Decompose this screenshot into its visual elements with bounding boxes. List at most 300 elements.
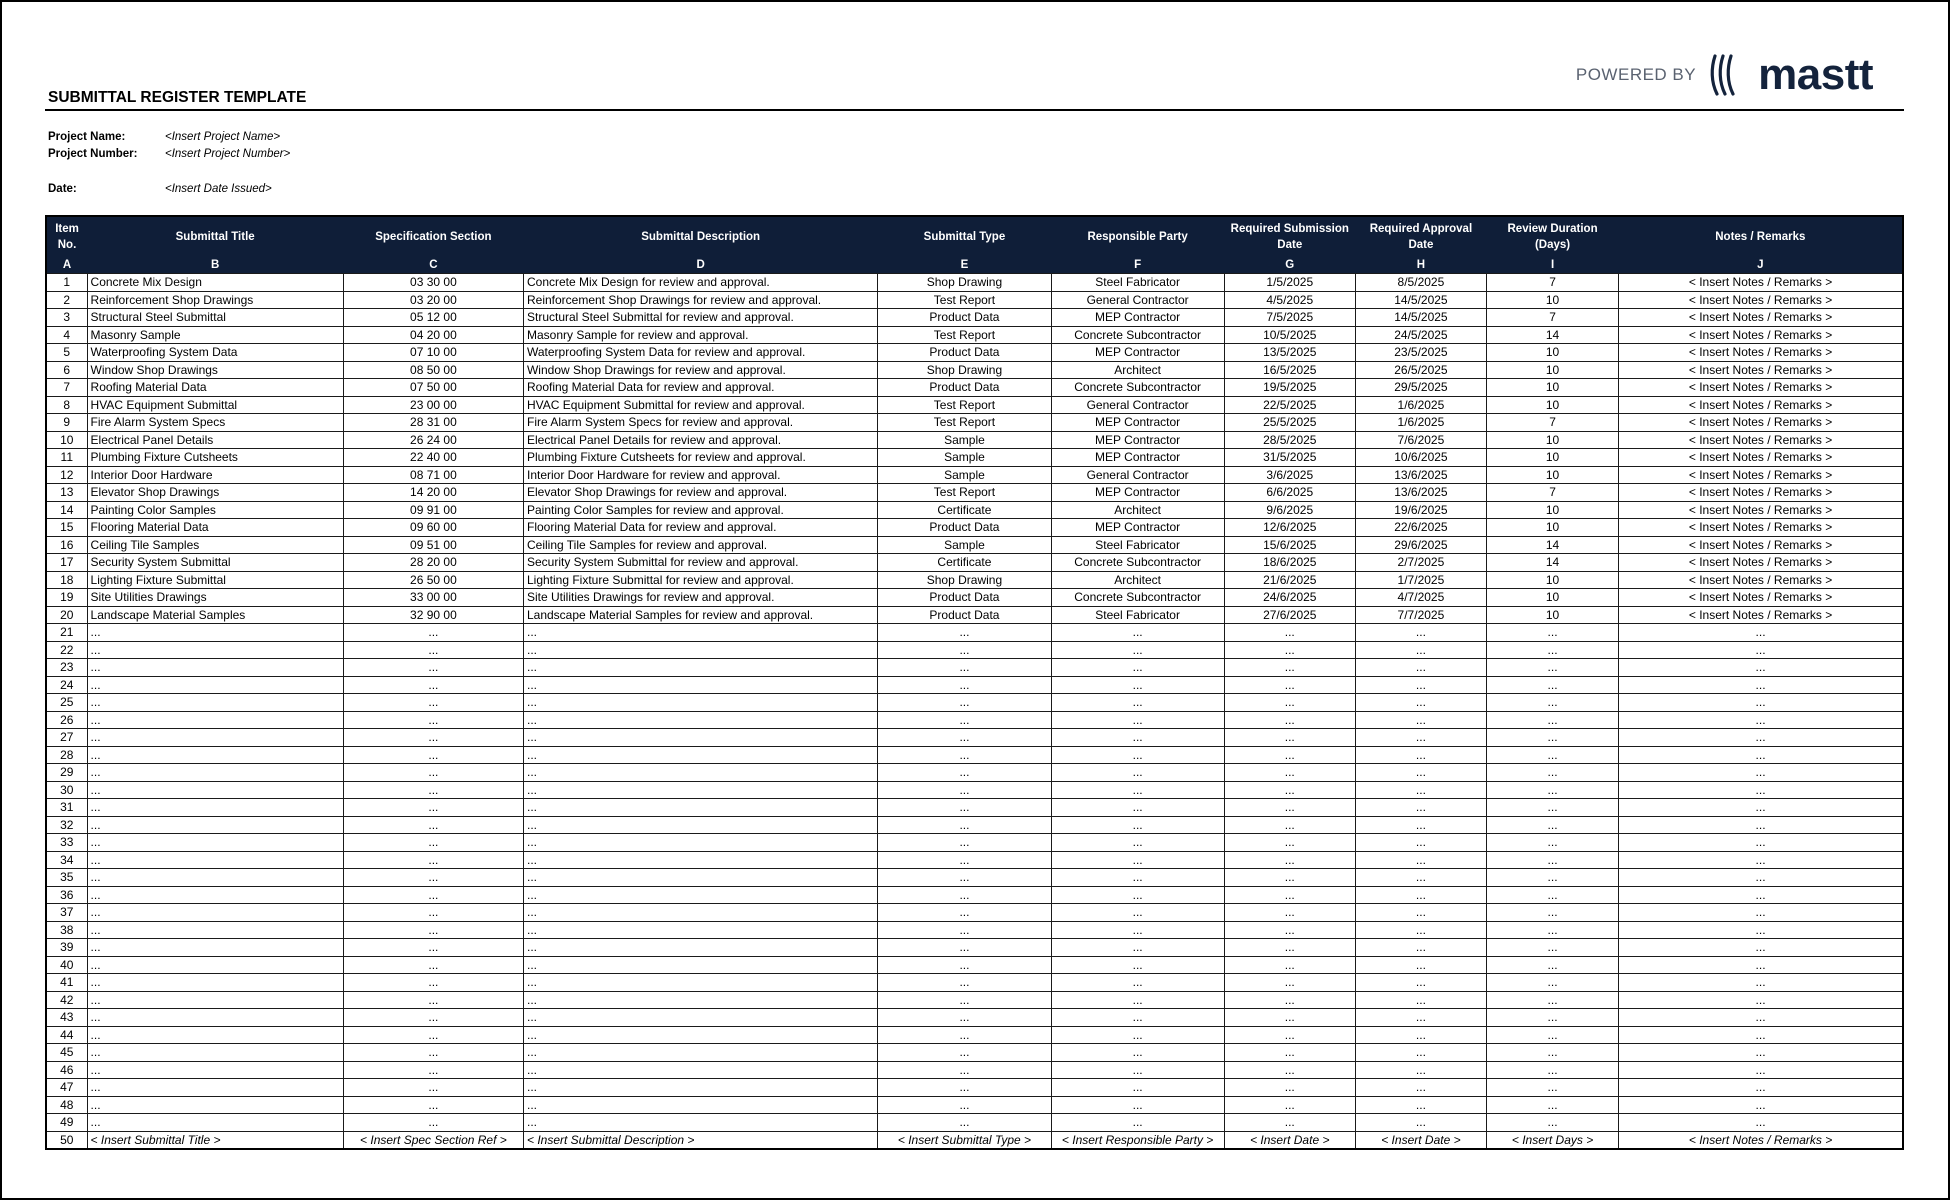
party-cell[interactable]: General Contractor <box>1051 291 1224 309</box>
notes-cell[interactable]: ... <box>1619 624 1903 642</box>
item-no-cell[interactable]: 8 <box>46 396 87 414</box>
item-no-cell[interactable]: 9 <box>46 414 87 432</box>
submission-date-cell[interactable]: ... <box>1224 851 1355 869</box>
party-cell[interactable]: Concrete Subcontractor <box>1051 589 1224 607</box>
description-cell[interactable]: ... <box>523 816 877 834</box>
submission-date-cell[interactable]: < Insert Date > <box>1224 1131 1355 1149</box>
spec-section-cell[interactable]: ... <box>343 1114 523 1132</box>
submittal-title-cell[interactable]: ... <box>87 904 343 922</box>
type-cell[interactable]: Test Report <box>878 396 1051 414</box>
type-cell[interactable]: ... <box>878 886 1051 904</box>
party-cell[interactable]: ... <box>1051 851 1224 869</box>
type-cell[interactable]: ... <box>878 974 1051 992</box>
description-cell[interactable]: ... <box>523 1114 877 1132</box>
item-no-cell[interactable]: 30 <box>46 781 87 799</box>
approval-date-cell[interactable]: ... <box>1355 694 1486 712</box>
type-cell[interactable]: Test Report <box>878 414 1051 432</box>
description-cell[interactable]: Fire Alarm System Specs for review and approval. <box>523 414 877 432</box>
duration-cell[interactable]: 10 <box>1486 379 1618 397</box>
submittal-title-cell[interactable]: ... <box>87 974 343 992</box>
spec-section-cell[interactable]: ... <box>343 834 523 852</box>
spec-section-cell[interactable]: 03 30 00 <box>343 274 523 292</box>
type-cell[interactable]: Certificate <box>878 554 1051 572</box>
spec-section-cell[interactable]: 32 90 00 <box>343 606 523 624</box>
item-no-cell[interactable]: 47 <box>46 1079 87 1097</box>
type-cell[interactable]: ... <box>878 921 1051 939</box>
spec-section-cell[interactable]: ... <box>343 764 523 782</box>
spec-section-cell[interactable]: ... <box>343 1079 523 1097</box>
description-cell[interactable]: < Insert Submittal Description > <box>523 1131 877 1149</box>
spec-section-cell[interactable]: 26 50 00 <box>343 571 523 589</box>
spec-section-cell[interactable]: ... <box>343 711 523 729</box>
submission-date-cell[interactable]: ... <box>1224 974 1355 992</box>
submission-date-cell[interactable]: ... <box>1224 834 1355 852</box>
spec-section-cell[interactable]: 23 00 00 <box>343 396 523 414</box>
item-no-cell[interactable]: 20 <box>46 606 87 624</box>
approval-date-cell[interactable]: 7/7/2025 <box>1355 606 1486 624</box>
description-cell[interactable]: ... <box>523 904 877 922</box>
type-cell[interactable]: ... <box>878 711 1051 729</box>
type-cell[interactable]: Test Report <box>878 484 1051 502</box>
submission-date-cell[interactable]: ... <box>1224 904 1355 922</box>
submittal-title-cell[interactable]: ... <box>87 1096 343 1114</box>
approval-date-cell[interactable]: 24/5/2025 <box>1355 326 1486 344</box>
description-cell[interactable]: ... <box>523 921 877 939</box>
duration-cell[interactable]: ... <box>1486 729 1618 747</box>
type-cell[interactable]: ... <box>878 851 1051 869</box>
duration-cell[interactable]: ... <box>1486 1114 1618 1132</box>
party-cell[interactable]: ... <box>1051 869 1224 887</box>
party-cell[interactable]: Steel Fabricator <box>1051 606 1224 624</box>
submittal-title-cell[interactable]: Structural Steel Submittal <box>87 309 343 327</box>
submittal-title-cell[interactable]: ... <box>87 746 343 764</box>
party-cell[interactable]: MEP Contractor <box>1051 484 1224 502</box>
item-no-cell[interactable]: 24 <box>46 676 87 694</box>
approval-date-cell[interactable]: 10/6/2025 <box>1355 449 1486 467</box>
type-cell[interactable]: ... <box>878 834 1051 852</box>
notes-cell[interactable]: ... <box>1619 659 1903 677</box>
item-no-cell[interactable]: 2 <box>46 291 87 309</box>
description-cell[interactable]: ... <box>523 834 877 852</box>
item-no-cell[interactable]: 23 <box>46 659 87 677</box>
party-cell[interactable]: ... <box>1051 781 1224 799</box>
type-cell[interactable]: ... <box>878 659 1051 677</box>
description-cell[interactable]: Painting Color Samples for review and approval. <box>523 501 877 519</box>
duration-cell[interactable]: 10 <box>1486 606 1618 624</box>
notes-cell[interactable]: ... <box>1619 746 1903 764</box>
submission-date-cell[interactable]: ... <box>1224 1026 1355 1044</box>
duration-cell[interactable]: 14 <box>1486 554 1618 572</box>
type-cell[interactable]: Product Data <box>878 309 1051 327</box>
spec-section-cell[interactable]: 05 12 00 <box>343 309 523 327</box>
party-cell[interactable]: Concrete Subcontractor <box>1051 326 1224 344</box>
type-cell[interactable]: ... <box>878 624 1051 642</box>
approval-date-cell[interactable]: 13/6/2025 <box>1355 466 1486 484</box>
notes-cell[interactable]: < Insert Notes / Remarks > <box>1619 379 1903 397</box>
submittal-title-cell[interactable]: Reinforcement Shop Drawings <box>87 291 343 309</box>
item-no-cell[interactable]: 49 <box>46 1114 87 1132</box>
party-cell[interactable]: Architect <box>1051 571 1224 589</box>
spec-section-cell[interactable]: 07 10 00 <box>343 344 523 362</box>
type-cell[interactable]: Certificate <box>878 501 1051 519</box>
approval-date-cell[interactable]: 2/7/2025 <box>1355 554 1486 572</box>
spec-section-cell[interactable]: ... <box>343 799 523 817</box>
description-cell[interactable]: Roofing Material Data for review and approval. <box>523 379 877 397</box>
duration-cell[interactable]: ... <box>1486 746 1618 764</box>
item-no-cell[interactable]: 38 <box>46 921 87 939</box>
submission-date-cell[interactable]: ... <box>1224 729 1355 747</box>
submission-date-cell[interactable]: 24/6/2025 <box>1224 589 1355 607</box>
submittal-title-cell[interactable]: Plumbing Fixture Cutsheets <box>87 449 343 467</box>
duration-cell[interactable]: ... <box>1486 956 1618 974</box>
type-cell[interactable]: ... <box>878 676 1051 694</box>
item-no-cell[interactable]: 48 <box>46 1096 87 1114</box>
spec-section-cell[interactable]: 33 00 00 <box>343 589 523 607</box>
party-cell[interactable]: < Insert Responsible Party > <box>1051 1131 1224 1149</box>
submittal-title-cell[interactable]: ... <box>87 659 343 677</box>
notes-cell[interactable]: < Insert Notes / Remarks > <box>1619 344 1903 362</box>
notes-cell[interactable]: < Insert Notes / Remarks > <box>1619 606 1903 624</box>
submission-date-cell[interactable]: 6/6/2025 <box>1224 484 1355 502</box>
duration-cell[interactable]: ... <box>1486 781 1618 799</box>
submittal-title-cell[interactable]: ... <box>87 694 343 712</box>
item-no-cell[interactable]: 43 <box>46 1009 87 1027</box>
approval-date-cell[interactable]: ... <box>1355 659 1486 677</box>
description-cell[interactable]: ... <box>523 659 877 677</box>
spec-section-cell[interactable]: ... <box>343 869 523 887</box>
party-cell[interactable]: MEP Contractor <box>1051 519 1224 537</box>
submission-date-cell[interactable]: 12/6/2025 <box>1224 519 1355 537</box>
submittal-title-cell[interactable]: Fire Alarm System Specs <box>87 414 343 432</box>
submittal-title-cell[interactable]: ... <box>87 729 343 747</box>
item-no-cell[interactable]: 29 <box>46 764 87 782</box>
type-cell[interactable]: Test Report <box>878 291 1051 309</box>
type-cell[interactable]: Sample <box>878 449 1051 467</box>
approval-date-cell[interactable]: ... <box>1355 1044 1486 1062</box>
submittal-title-cell[interactable]: ... <box>87 1009 343 1027</box>
item-no-cell[interactable]: 45 <box>46 1044 87 1062</box>
submission-date-cell[interactable]: 7/5/2025 <box>1224 309 1355 327</box>
submittal-title-cell[interactable]: Flooring Material Data <box>87 519 343 537</box>
submission-date-cell[interactable]: ... <box>1224 991 1355 1009</box>
submission-date-cell[interactable]: 25/5/2025 <box>1224 414 1355 432</box>
notes-cell[interactable]: ... <box>1619 1009 1903 1027</box>
duration-cell[interactable]: ... <box>1486 886 1618 904</box>
notes-cell[interactable]: ... <box>1619 694 1903 712</box>
submittal-title-cell[interactable]: ... <box>87 1044 343 1062</box>
duration-cell[interactable]: 10 <box>1486 344 1618 362</box>
submittal-title-cell[interactable]: Elevator Shop Drawings <box>87 484 343 502</box>
notes-cell[interactable]: ... <box>1619 799 1903 817</box>
approval-date-cell[interactable]: ... <box>1355 886 1486 904</box>
submission-date-cell[interactable]: 31/5/2025 <box>1224 449 1355 467</box>
notes-cell[interactable]: ... <box>1619 781 1903 799</box>
notes-cell[interactable]: ... <box>1619 904 1903 922</box>
duration-cell[interactable]: ... <box>1486 764 1618 782</box>
party-cell[interactable]: ... <box>1051 624 1224 642</box>
party-cell[interactable]: ... <box>1051 1044 1224 1062</box>
item-no-cell[interactable]: 44 <box>46 1026 87 1044</box>
spec-section-cell[interactable]: ... <box>343 851 523 869</box>
type-cell[interactable]: Test Report <box>878 326 1051 344</box>
party-cell[interactable]: ... <box>1051 1026 1224 1044</box>
submittal-title-cell[interactable]: ... <box>87 939 343 957</box>
approval-date-cell[interactable]: ... <box>1355 1096 1486 1114</box>
approval-date-cell[interactable]: ... <box>1355 1061 1486 1079</box>
approval-date-cell[interactable]: 7/6/2025 <box>1355 431 1486 449</box>
item-no-cell[interactable]: 16 <box>46 536 87 554</box>
submission-date-cell[interactable]: ... <box>1224 816 1355 834</box>
notes-cell[interactable]: ... <box>1619 729 1903 747</box>
party-cell[interactable]: ... <box>1051 1079 1224 1097</box>
submission-date-cell[interactable]: 10/5/2025 <box>1224 326 1355 344</box>
notes-cell[interactable]: ... <box>1619 869 1903 887</box>
description-cell[interactable]: ... <box>523 1096 877 1114</box>
item-no-cell[interactable]: 18 <box>46 571 87 589</box>
submission-date-cell[interactable]: ... <box>1224 799 1355 817</box>
approval-date-cell[interactable]: ... <box>1355 764 1486 782</box>
notes-cell[interactable]: < Insert Notes / Remarks > <box>1619 326 1903 344</box>
approval-date-cell[interactable]: 1/7/2025 <box>1355 571 1486 589</box>
spec-section-cell[interactable]: ... <box>343 816 523 834</box>
submission-date-cell[interactable]: 9/6/2025 <box>1224 501 1355 519</box>
party-cell[interactable]: Concrete Subcontractor <box>1051 554 1224 572</box>
duration-cell[interactable]: ... <box>1486 676 1618 694</box>
type-cell[interactable]: Product Data <box>878 606 1051 624</box>
notes-cell[interactable]: ... <box>1619 851 1903 869</box>
type-cell[interactable]: ... <box>878 904 1051 922</box>
party-cell[interactable]: Steel Fabricator <box>1051 536 1224 554</box>
spec-section-cell[interactable]: 14 20 00 <box>343 484 523 502</box>
description-cell[interactable]: ... <box>523 764 877 782</box>
notes-cell[interactable]: < Insert Notes / Remarks > <box>1619 554 1903 572</box>
approval-date-cell[interactable]: ... <box>1355 624 1486 642</box>
submittal-title-cell[interactable]: ... <box>87 1026 343 1044</box>
item-no-cell[interactable]: 28 <box>46 746 87 764</box>
duration-cell[interactable]: ... <box>1486 816 1618 834</box>
submittal-title-cell[interactable]: ... <box>87 816 343 834</box>
type-cell[interactable]: Sample <box>878 536 1051 554</box>
notes-cell[interactable]: ... <box>1619 991 1903 1009</box>
submittal-title-cell[interactable]: ... <box>87 851 343 869</box>
submittal-title-cell[interactable]: ... <box>87 869 343 887</box>
spec-section-cell[interactable]: ... <box>343 939 523 957</box>
type-cell[interactable]: ... <box>878 1114 1051 1132</box>
type-cell[interactable]: ... <box>878 956 1051 974</box>
type-cell[interactable]: ... <box>878 869 1051 887</box>
notes-cell[interactable]: ... <box>1619 711 1903 729</box>
duration-cell[interactable]: 10 <box>1486 466 1618 484</box>
approval-date-cell[interactable]: ... <box>1355 729 1486 747</box>
spec-section-cell[interactable]: ... <box>343 659 523 677</box>
submittal-title-cell[interactable]: Electrical Panel Details <box>87 431 343 449</box>
duration-cell[interactable]: 7 <box>1486 274 1618 292</box>
duration-cell[interactable]: ... <box>1486 799 1618 817</box>
notes-cell[interactable]: < Insert Notes / Remarks > <box>1619 309 1903 327</box>
submittal-title-cell[interactable]: ... <box>87 1061 343 1079</box>
submittal-title-cell[interactable]: ... <box>87 1079 343 1097</box>
spec-section-cell[interactable]: ... <box>343 974 523 992</box>
duration-cell[interactable]: ... <box>1486 834 1618 852</box>
approval-date-cell[interactable]: ... <box>1355 921 1486 939</box>
spec-section-cell[interactable]: 04 20 00 <box>343 326 523 344</box>
approval-date-cell[interactable]: 22/6/2025 <box>1355 519 1486 537</box>
submission-date-cell[interactable]: 16/5/2025 <box>1224 361 1355 379</box>
description-cell[interactable]: Flooring Material Data for review and approval. <box>523 519 877 537</box>
spec-section-cell[interactable]: 07 50 00 <box>343 379 523 397</box>
approval-date-cell[interactable]: 1/6/2025 <box>1355 414 1486 432</box>
approval-date-cell[interactable]: 29/6/2025 <box>1355 536 1486 554</box>
notes-cell[interactable]: ... <box>1619 974 1903 992</box>
type-cell[interactable]: ... <box>878 939 1051 957</box>
submittal-title-cell[interactable]: ... <box>87 676 343 694</box>
spec-section-cell[interactable]: ... <box>343 1026 523 1044</box>
submission-date-cell[interactable]: 22/5/2025 <box>1224 396 1355 414</box>
approval-date-cell[interactable]: ... <box>1355 1009 1486 1027</box>
submittal-title-cell[interactable]: Interior Door Hardware <box>87 466 343 484</box>
description-cell[interactable]: ... <box>523 799 877 817</box>
notes-cell[interactable]: ... <box>1619 921 1903 939</box>
submittal-title-cell[interactable]: ... <box>87 624 343 642</box>
notes-cell[interactable]: < Insert Notes / Remarks > <box>1619 519 1903 537</box>
party-cell[interactable]: Architect <box>1051 361 1224 379</box>
submission-date-cell[interactable]: 28/5/2025 <box>1224 431 1355 449</box>
duration-cell[interactable]: 10 <box>1486 361 1618 379</box>
approval-date-cell[interactable]: ... <box>1355 781 1486 799</box>
type-cell[interactable]: Shop Drawing <box>878 274 1051 292</box>
submission-date-cell[interactable]: 13/5/2025 <box>1224 344 1355 362</box>
duration-cell[interactable]: ... <box>1486 641 1618 659</box>
duration-cell[interactable]: 14 <box>1486 536 1618 554</box>
notes-cell[interactable]: ... <box>1619 1044 1903 1062</box>
submission-date-cell[interactable]: ... <box>1224 1096 1355 1114</box>
item-no-cell[interactable]: 50 <box>46 1131 87 1149</box>
item-no-cell[interactable]: 3 <box>46 309 87 327</box>
notes-cell[interactable]: ... <box>1619 939 1903 957</box>
duration-cell[interactable]: 7 <box>1486 414 1618 432</box>
party-cell[interactable]: ... <box>1051 799 1224 817</box>
party-cell[interactable]: ... <box>1051 641 1224 659</box>
description-cell[interactable]: Window Shop Drawings for review and approval. <box>523 361 877 379</box>
spec-section-cell[interactable]: ... <box>343 1061 523 1079</box>
type-cell[interactable]: ... <box>878 729 1051 747</box>
item-no-cell[interactable]: 32 <box>46 816 87 834</box>
submission-date-cell[interactable]: ... <box>1224 1044 1355 1062</box>
party-cell[interactable]: MEP Contractor <box>1051 449 1224 467</box>
item-no-cell[interactable]: 15 <box>46 519 87 537</box>
duration-cell[interactable]: 10 <box>1486 519 1618 537</box>
type-cell[interactable]: Product Data <box>878 344 1051 362</box>
item-no-cell[interactable]: 10 <box>46 431 87 449</box>
party-cell[interactable]: ... <box>1051 939 1224 957</box>
submittal-title-cell[interactable]: Landscape Material Samples <box>87 606 343 624</box>
description-cell[interactable]: Masonry Sample for review and approval. <box>523 326 877 344</box>
spec-section-cell[interactable]: ... <box>343 624 523 642</box>
approval-date-cell[interactable]: ... <box>1355 869 1486 887</box>
description-cell[interactable]: Security System Submittal for review and approval. <box>523 554 877 572</box>
approval-date-cell[interactable]: 26/5/2025 <box>1355 361 1486 379</box>
item-no-cell[interactable]: 26 <box>46 711 87 729</box>
spec-section-cell[interactable]: 28 20 00 <box>343 554 523 572</box>
party-cell[interactable]: ... <box>1051 1096 1224 1114</box>
submittal-title-cell[interactable]: Security System Submittal <box>87 554 343 572</box>
description-cell[interactable]: ... <box>523 694 877 712</box>
type-cell[interactable]: Product Data <box>878 519 1051 537</box>
duration-cell[interactable]: ... <box>1486 851 1618 869</box>
approval-date-cell[interactable]: ... <box>1355 939 1486 957</box>
spec-section-cell[interactable]: ... <box>343 694 523 712</box>
approval-date-cell[interactable]: ... <box>1355 641 1486 659</box>
duration-cell[interactable]: ... <box>1486 904 1618 922</box>
submission-date-cell[interactable]: ... <box>1224 746 1355 764</box>
party-cell[interactable]: ... <box>1051 711 1224 729</box>
type-cell[interactable]: ... <box>878 764 1051 782</box>
item-no-cell[interactable]: 41 <box>46 974 87 992</box>
item-no-cell[interactable]: 13 <box>46 484 87 502</box>
description-cell[interactable]: ... <box>523 974 877 992</box>
submission-date-cell[interactable]: ... <box>1224 956 1355 974</box>
notes-cell[interactable]: < Insert Notes / Remarks > <box>1619 274 1903 292</box>
item-no-cell[interactable]: 14 <box>46 501 87 519</box>
duration-cell[interactable]: 14 <box>1486 326 1618 344</box>
approval-date-cell[interactable]: ... <box>1355 1079 1486 1097</box>
type-cell[interactable]: ... <box>878 781 1051 799</box>
description-cell[interactable]: Lighting Fixture Submittal for review and approval. <box>523 571 877 589</box>
duration-cell[interactable]: ... <box>1486 1026 1618 1044</box>
type-cell[interactable]: Product Data <box>878 379 1051 397</box>
description-cell[interactable]: Plumbing Fixture Cutsheets for review and approval. <box>523 449 877 467</box>
type-cell[interactable]: Shop Drawing <box>878 361 1051 379</box>
spec-section-cell[interactable]: 03 20 00 <box>343 291 523 309</box>
description-cell[interactable]: ... <box>523 939 877 957</box>
party-cell[interactable]: ... <box>1051 921 1224 939</box>
submittal-title-cell[interactable]: ... <box>87 641 343 659</box>
item-no-cell[interactable]: 19 <box>46 589 87 607</box>
duration-cell[interactable]: 10 <box>1486 291 1618 309</box>
notes-cell[interactable]: ... <box>1619 1061 1903 1079</box>
description-cell[interactable]: Reinforcement Shop Drawings for review and approval. <box>523 291 877 309</box>
spec-section-cell[interactable]: ... <box>343 921 523 939</box>
item-no-cell[interactable]: 1 <box>46 274 87 292</box>
approval-date-cell[interactable]: ... <box>1355 974 1486 992</box>
notes-cell[interactable]: ... <box>1619 641 1903 659</box>
description-cell[interactable]: ... <box>523 1026 877 1044</box>
party-cell[interactable]: ... <box>1051 974 1224 992</box>
duration-cell[interactable]: < Insert Days > <box>1486 1131 1618 1149</box>
type-cell[interactable]: ... <box>878 641 1051 659</box>
notes-cell[interactable]: < Insert Notes / Remarks > <box>1619 431 1903 449</box>
description-cell[interactable]: ... <box>523 1061 877 1079</box>
spec-section-cell[interactable]: 09 91 00 <box>343 501 523 519</box>
party-cell[interactable]: MEP Contractor <box>1051 431 1224 449</box>
party-cell[interactable]: ... <box>1051 676 1224 694</box>
submittal-title-cell[interactable]: ... <box>87 781 343 799</box>
party-cell[interactable]: ... <box>1051 956 1224 974</box>
submission-date-cell[interactable]: 3/6/2025 <box>1224 466 1355 484</box>
spec-section-cell[interactable]: ... <box>343 781 523 799</box>
type-cell[interactable]: ... <box>878 1079 1051 1097</box>
type-cell[interactable]: ... <box>878 1061 1051 1079</box>
duration-cell[interactable]: 10 <box>1486 589 1618 607</box>
party-cell[interactable]: Concrete Subcontractor <box>1051 379 1224 397</box>
submission-date-cell[interactable]: ... <box>1224 921 1355 939</box>
submittal-title-cell[interactable]: ... <box>87 799 343 817</box>
spec-section-cell[interactable]: ... <box>343 1044 523 1062</box>
approval-date-cell[interactable]: 1/6/2025 <box>1355 396 1486 414</box>
duration-cell[interactable]: ... <box>1486 711 1618 729</box>
description-cell[interactable]: ... <box>523 711 877 729</box>
spec-section-cell[interactable]: 08 50 00 <box>343 361 523 379</box>
